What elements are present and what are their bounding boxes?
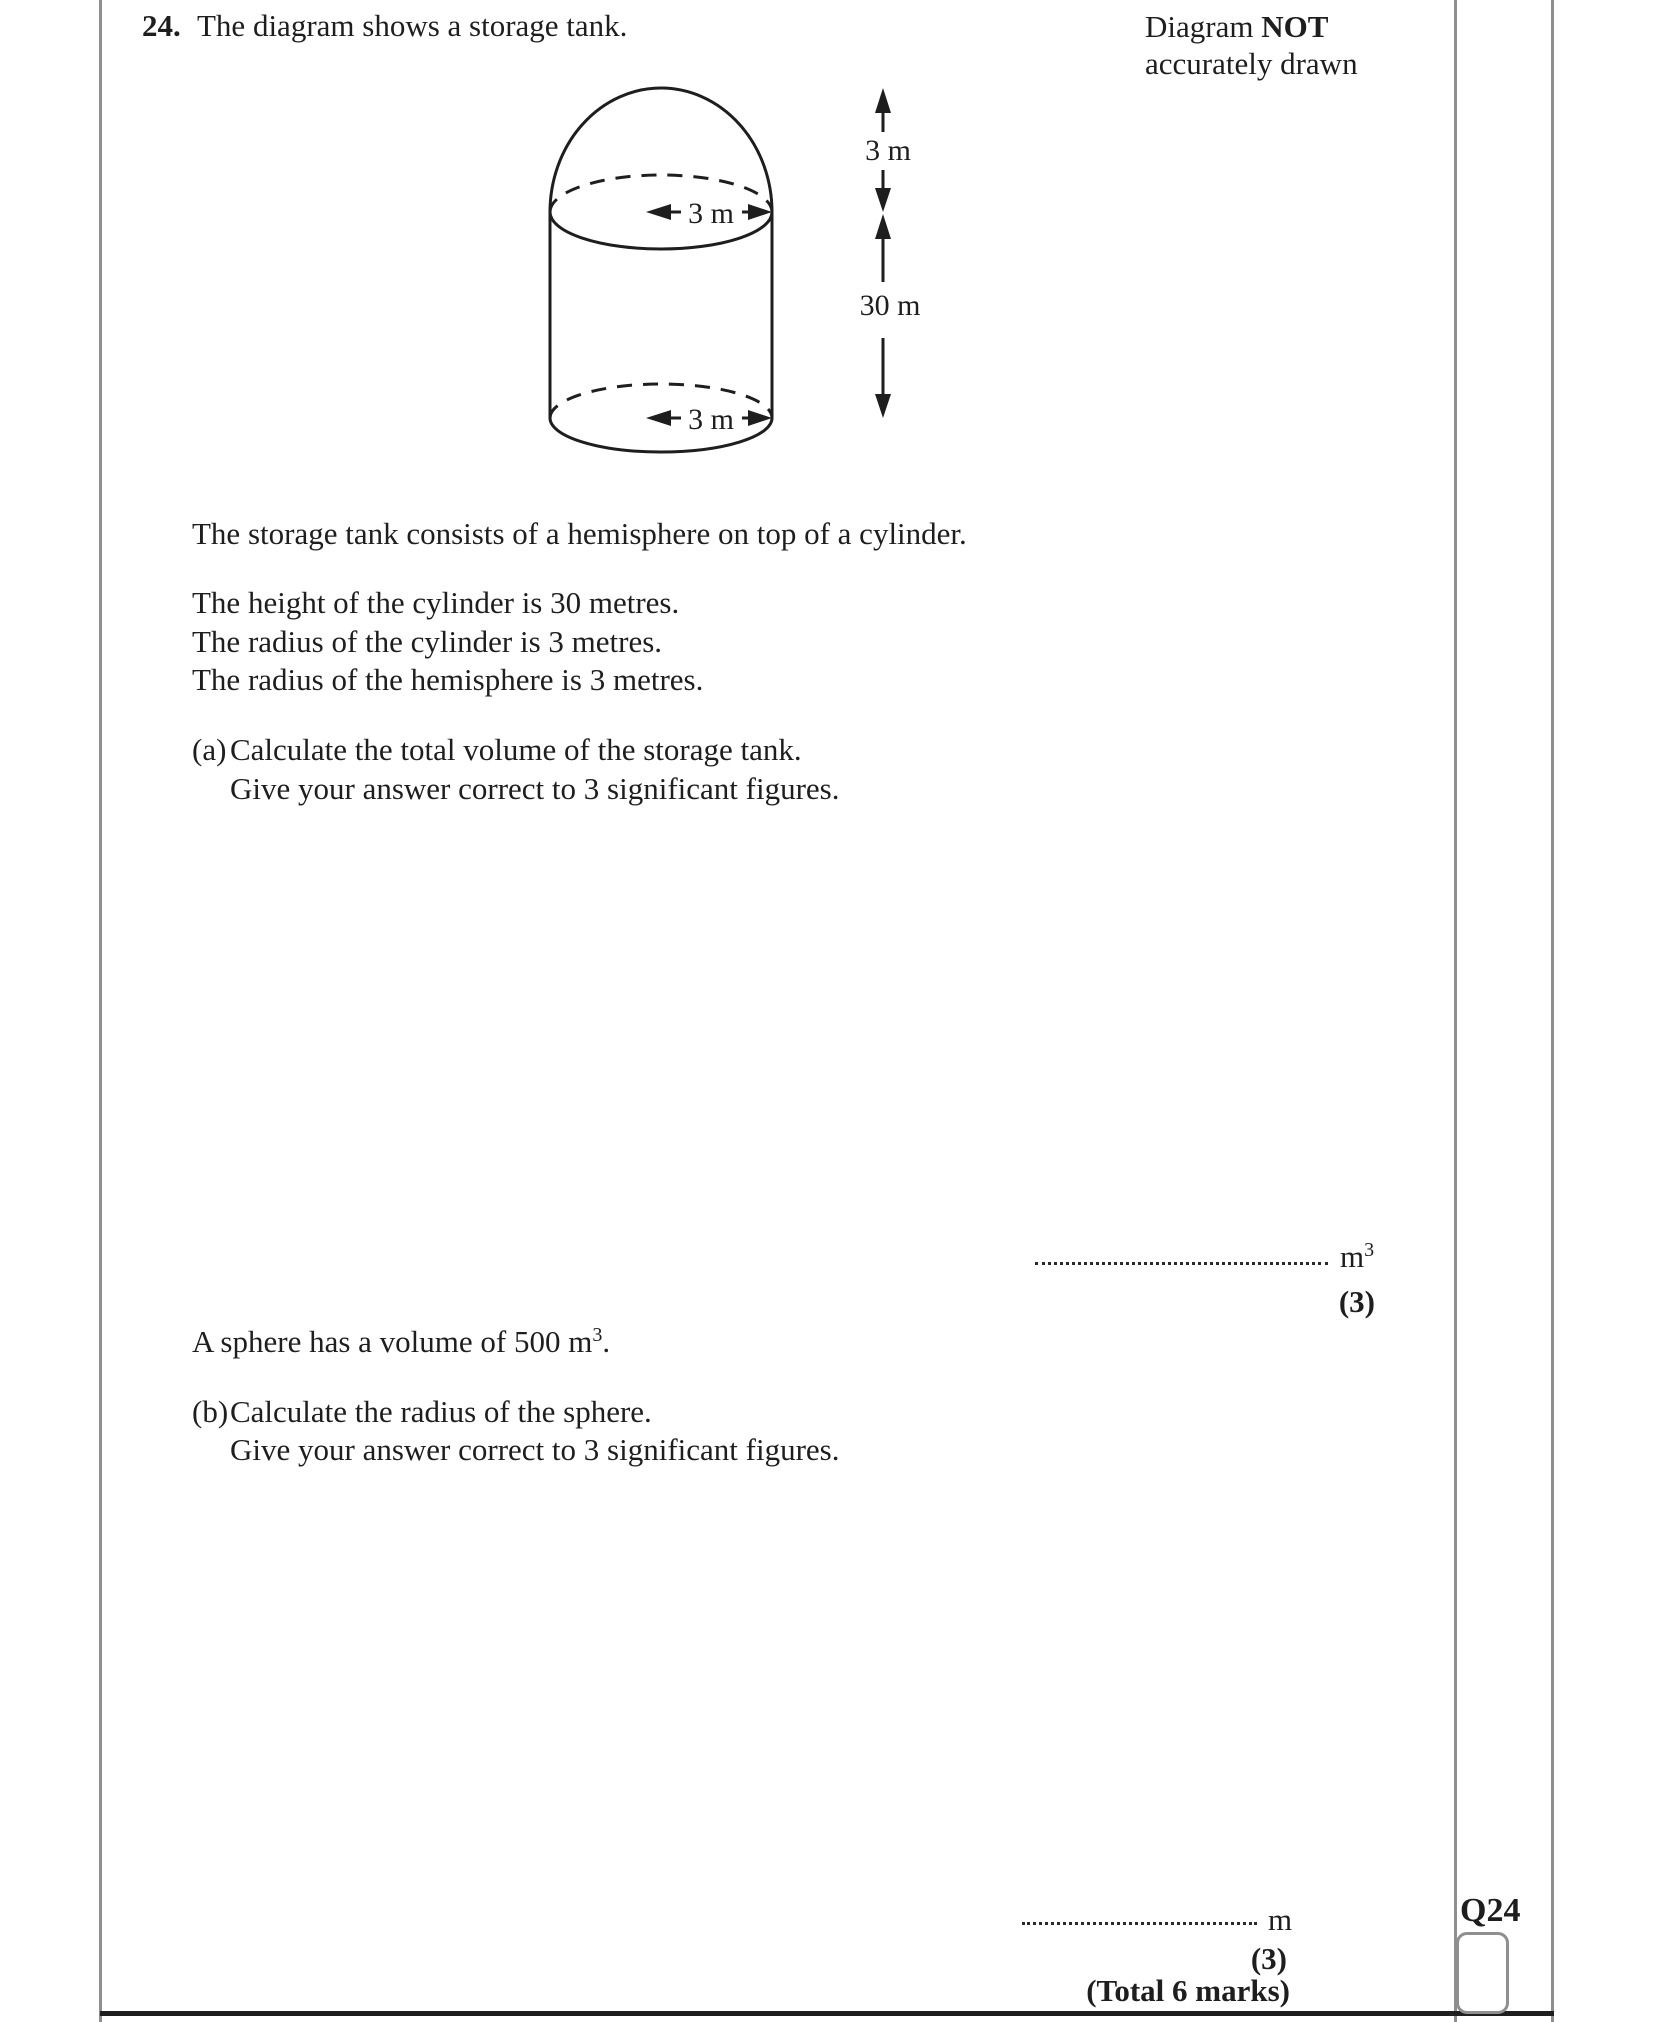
diagram-note-line2: accurately drawn [1145, 46, 1358, 81]
dimensions-block [192, 584, 703, 700]
sphere-sup: 3 [592, 1324, 603, 1346]
marks-a: (3) [1338, 1284, 1375, 1319]
diagram-note [1145, 8, 1358, 82]
right-margin-rule-inner [1454, 0, 1457, 2022]
question-intro: The diagram shows a storage tank. [197, 8, 628, 43]
question-ref-badge: Q24 [1460, 1892, 1521, 1929]
right-margin-rule-outer [1551, 0, 1554, 2022]
top-ellipse-front [550, 212, 772, 249]
bottom-ellipse-front [550, 418, 772, 452]
marker-score-box [1456, 1932, 1509, 2014]
part-b-line1: Calculate the radius of the sphere. [230, 1394, 652, 1429]
height-cylinder-line: The height of the cylinder is 30 metres. [192, 585, 680, 620]
diagram-note-bold: NOT [1261, 9, 1329, 44]
hemisphere-height-arrow [865, 88, 911, 212]
part-b-label: (b) [192, 1394, 229, 1429]
part-b-line2: Give your answer correct to 3 significant figures. [230, 1432, 840, 1467]
part-a-line2: Give your answer correct to 3 significant figures. [230, 771, 840, 806]
storage-tank-diagram [520, 70, 940, 470]
part-a-label: (a) [192, 732, 227, 767]
top-radius-label: 3 m [688, 197, 734, 230]
answer-unit-a-sup: 3 [1364, 1239, 1375, 1261]
sphere-prefix: A sphere has a volume of 500 m [192, 1324, 593, 1359]
question-bottom-rule [100, 2011, 1554, 2016]
radius-hemisphere-line: The radius of the hemisphere is 3 metres. [192, 662, 704, 697]
top-ellipse-back [550, 175, 772, 212]
part-a-line1: Calculate the total volume of the storage tank. [230, 732, 802, 767]
sphere-line [192, 1324, 610, 1360]
answer-unit-b: m [1268, 1902, 1293, 1937]
consists-line: The storage tank consists of a hemisphere on top of a cylinder. [192, 516, 967, 551]
bottom-ellipse-back [550, 384, 772, 418]
top-radius-arrow [646, 197, 772, 230]
bottom-radius-label: 3 m [688, 403, 734, 436]
radius-cylinder-line: The radius of the cylinder is 3 metres. [192, 623, 663, 659]
diagram-note-line1 [1145, 8, 1358, 45]
diagram-note-prefix: Diagram [1145, 9, 1262, 44]
cylinder-height-arrow [860, 214, 921, 418]
sphere-period: . [602, 1324, 611, 1359]
answer-line-b[interactable] [1022, 1922, 1257, 1925]
cylinder-height-label: 30 m [859, 289, 921, 322]
answer-unit-a-m: m [1340, 1239, 1365, 1274]
answer-unit-a [1340, 1239, 1374, 1275]
left-margin-rule [99, 0, 102, 2022]
hemisphere-dome [550, 88, 772, 212]
total-marks: (Total 6 marks) [1086, 1973, 1290, 2008]
question-number: 24. [142, 8, 181, 43]
bottom-radius-arrow [646, 403, 772, 436]
marks-b: (3) [1250, 1941, 1287, 1976]
hemisphere-height-label: 3 m [865, 134, 911, 167]
answer-line-a[interactable] [1035, 1262, 1328, 1265]
